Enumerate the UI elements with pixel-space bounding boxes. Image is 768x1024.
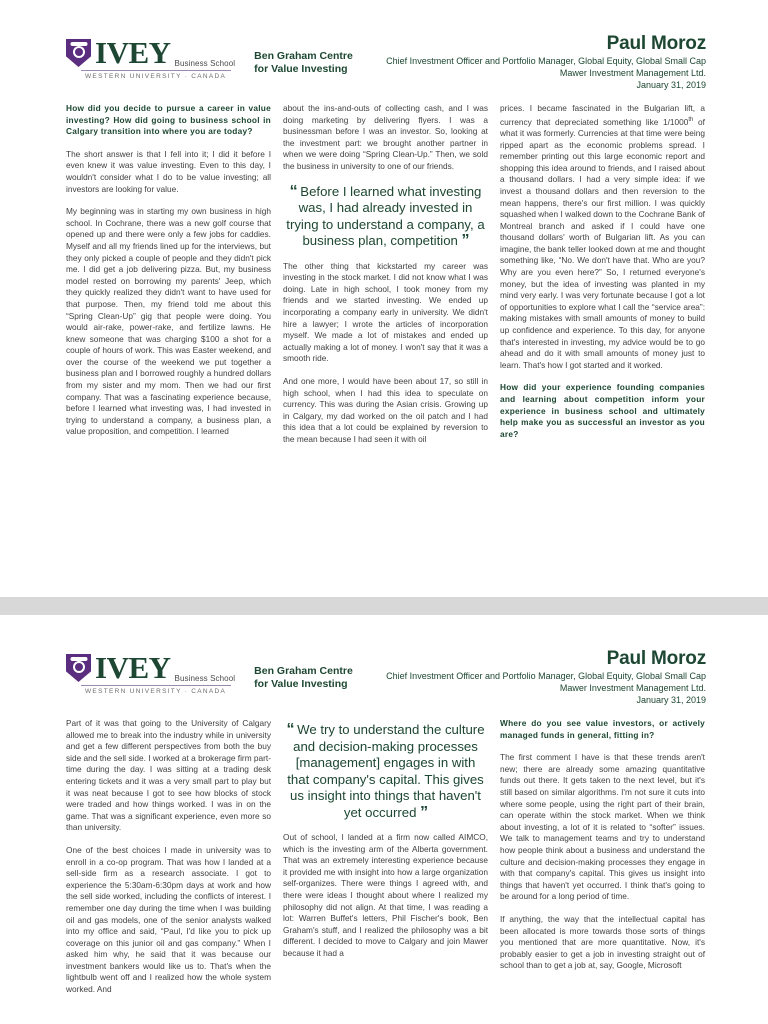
ivey-brand — [66, 33, 353, 80]
centre-name-line2: for Value Investing — [254, 62, 348, 75]
ordinal-superscript: th — [688, 116, 694, 123]
quote-close-icon: ” — [420, 803, 428, 821]
speaker-title: Chief Investment Officer and Portfolio Manager, Global Equity, Global Small Cap — [386, 671, 706, 681]
speaker-name: Paul Moroz — [606, 648, 706, 669]
brand-divider — [81, 70, 231, 71]
body-paragraph: Out of school, I landed at a firm now called AIMCO, which is the investing arm of the Alberta government. That was an extremely interesting experience because it provided me with insight into how a large organization self-organizes. There were things I agreed with, and there were ideas I thought about where I realized my philosophy did not align. At that time, I was reading a lot: Warren Buffet's letters, Phil Fischer's book, Ben Graham's stuff, and I realized the philosophy was a bit different. I decided to move to Calgary and join Mawer because it had a — [283, 832, 488, 958]
pull-quote — [283, 722, 488, 821]
page-header — [66, 33, 706, 93]
centre-name — [254, 653, 353, 690]
body-paragraph: about the ins-and-outs of collecting cash, and I was doing marketing by delivering flyers. I was a businessman before I was an investor. So, looking at the investment part: we brought another partner in when we were doing “Spring Clean-Up.” Then, we sold the business in university to one of our friends. — [283, 103, 488, 171]
centre-name-line1: Ben Graham Centre — [254, 50, 353, 62]
body-paragraph: My beginning was in starting my own business in high school. In Cochrane, there was a new golf course that opened up and there were only a few jobs for caddies. Myself and all my friends lined up for the interviews, but they only picked a couple of people and they didn't pick me. I did get a job delivering pizza. But, my business model rested on borrowing my parents' Jeep, which they quickly realized they didn't want to have used for that purpose. Then, my friend told me about this “Spring Clean-Up” gig that people were doing. You would air-rake, power-rake, and fertilize lawns. He knew someone that was charging $100 a shot for a couple of hours of work. This was Easter weekend, and over the course of the weekend we put together a business plan and I borrowed roughly a hundred dollars from my sister and my mom. Then we had our first company. That was a fascinating experience because, before I learned what investing was, I had invested in trying to understand a company, a business plan, a value proposition, and competition. I learned — [66, 206, 271, 437]
ivey-crest-row — [66, 650, 245, 685]
speaker-name: Paul Moroz — [606, 33, 706, 54]
interview-question: How did your experience founding companies and learning about competition inform your experience in business school and ultimately help make you as successful an investor as you are? — [500, 382, 705, 439]
ivey-university-line: WESTERN UNIVERSITY · CANADA — [85, 73, 227, 80]
speaker-title: Chief Investment Officer and Portfolio Manager, Global Equity, Global Small Cap — [386, 56, 706, 66]
body-paragraph: The other thing that kickstarted my career was investing in the stock market. I did not know what I was doing. Late in high school, I took money from my friends and we started investing. We ended up incorporating a company early in university. We didn't hire a lawyer; I wrote the articles of incorporation myself. We made a lot of mistakes and ended up actually making a lot of money. I won't say that it was a smooth ride. — [283, 260, 488, 364]
page1-column-1 — [66, 103, 271, 456]
page2-column-3 — [500, 718, 705, 1007]
page2-column-2 — [283, 718, 488, 1007]
shield-icon — [66, 654, 91, 682]
ivey-subtitle: Business School — [174, 59, 236, 68]
quote-close-icon: ” — [461, 232, 469, 250]
ivey-brand — [66, 648, 353, 695]
ivey-crest-row — [66, 35, 245, 70]
ivey-logo — [66, 35, 245, 80]
speaker-block — [386, 33, 706, 91]
body-paragraph: One of the best choices I made in university was to enroll in a co-op program. That was how I landed at a sell-side firm as a research associate. I got to experience the 5:30am-6:30pm days at work and how the sell side worked, including the conflicts of interest. I remember one day during the time when I was building oil and gas models, one of the senior analysts walked into my office and said, “Paul, I'd like you to pick up coverage on this junior oil and gas company.” When I asked him why, he said that it was because our investment bankers would like us to. That's when the lightbulb went off and I realized how the whole system worked. And — [66, 844, 271, 995]
page-header — [66, 648, 706, 708]
speaker-date: January 31, 2019 — [636, 80, 706, 90]
ivey-wordmark: IVEY — [95, 650, 171, 685]
speaker-date: January 31, 2019 — [636, 695, 706, 705]
pull-quote-text: We try to understand the culture and decision-making processes [management] engages in with that company's capital. This gives us insight into things that haven't yet occurred — [287, 722, 485, 820]
quote-open-icon: “ — [286, 721, 294, 738]
body-paragraph — [500, 103, 705, 371]
centre-name — [254, 38, 353, 75]
speaker-block — [386, 648, 706, 706]
centre-name-line1: Ben Graham Centre — [254, 665, 353, 677]
page2-column-1 — [66, 718, 271, 1007]
document-page-2 — [0, 615, 768, 1024]
page1-column-3 — [500, 103, 705, 456]
shield-icon — [66, 39, 91, 67]
speaker-firm: Mawer Investment Management Ltd. — [559, 683, 706, 693]
body-paragraph: The short answer is that I fell into it; I did it before I even knew it was value investing. Even to this day, I wouldn't consider what I do to be value investing; all investors are looking for value. — [66, 148, 271, 194]
pull-quote-text: Before I learned what investing was, I had already invested in trying to understand a company, a business plan, competition — [286, 183, 485, 249]
brand-divider — [81, 685, 231, 686]
interview-question: How did you decide to pursue a career in value investing? How did going to business school in Calgary transition into where you are today? — [66, 103, 271, 137]
page2-columns — [66, 718, 706, 1007]
body-paragraph: Part of it was that going to the University of Calgary allowed me to break into the industry while in university and get a few different perspectives from both the buy side and the sell side. I worked at a brokerage firm part-time during the day. I was sitting at a trading desk entering tickets and it was a very small part to play but it was neat because I got to see how blocks of stock were traded and how things worked. I was in on the game. That was a significant experience, even more so than university. — [66, 718, 271, 833]
ivey-subtitle: Business School — [174, 674, 236, 683]
interview-question: Where do you see value investors, or actively managed funds in general, fitting in? — [500, 718, 705, 740]
paragraph-part-a: prices. I became fascinated in the Bulgarian lift, a currency that depreciated something like 1/1000 — [500, 103, 705, 127]
body-paragraph: If anything, the way that the intellectual capital has been allocated is more towards those sorts of things you mentioned that are more quantitative. Now, it's probably easier to get a job in investing straight out of school than to get a job at, say, Google, Microsoft — [500, 913, 705, 971]
ivey-university-line: WESTERN UNIVERSITY · CANADA — [85, 688, 227, 695]
pull-quote — [283, 184, 488, 250]
paragraph-part-b: of what it was formerly. Currencies at that time were being ripped apart as the economic problems spread. I remember printing out this large economic report and shopping this idea around to friends, and I raised about a thousand dollars. I had a very simple idea: if we invest a thousand dollars and then reversion to the mean happens, there's our first million. I was quickly squashed when I walked down to the Cochrane Bank of Montreal branch and asked if I could have one thousand dollars' worth of Bulgarian lift. As you can imagine, the bank teller looked down at me and thought something like, “No. We don't have that. Who are you? Why are you even here?” So, I returned everyone's money, but the idea of investing was planted in my mind very early. I was very fortunate because I got a lot of opportunities to explore what I call the “service area”: making mistakes with small amounts of money to build up confidence and experience. To this day, for anyone that's interested in investing, my advice would be to go ahead and do it with small amounts of money just to learn. That's how I got started and it worked. — [500, 116, 705, 370]
speaker-firm: Mawer Investment Management Ltd. — [559, 68, 706, 78]
ivey-logo — [66, 650, 245, 695]
quote-open-icon: “ — [289, 182, 297, 200]
body-paragraph: And one more, I would have been about 17, so still in high school, when I had this idea to speculate on currency. This was during the Asian crisis. Growing up in Calgary, my dad worked on the oil patch and I had this idea that a lot could be explained by reversion to the mean because I had seen it with oil — [283, 375, 488, 444]
page1-columns — [66, 103, 706, 456]
ivey-wordmark: IVEY — [95, 35, 171, 70]
body-paragraph: The first comment I have is that these trends aren't new; there are already some amazing quantitative funds out there. It gets taken to the next level, but it's still based on similar algorithms. I'm not sure it cuts into where some people, using the right part of their brain, can operate within the stock market. When we think about investing, a lot of it is related to “softer” issues. We talk to management teams and try to understand how people think about a business and understand the culture and decision-making processes they engage in with that company's capital. This gives us insight into things that haven't yet occurred. I think that's going to be around for a long period of time. — [500, 752, 705, 902]
centre-name-line2: for Value Investing — [254, 677, 348, 690]
page1-column-2 — [283, 103, 488, 456]
